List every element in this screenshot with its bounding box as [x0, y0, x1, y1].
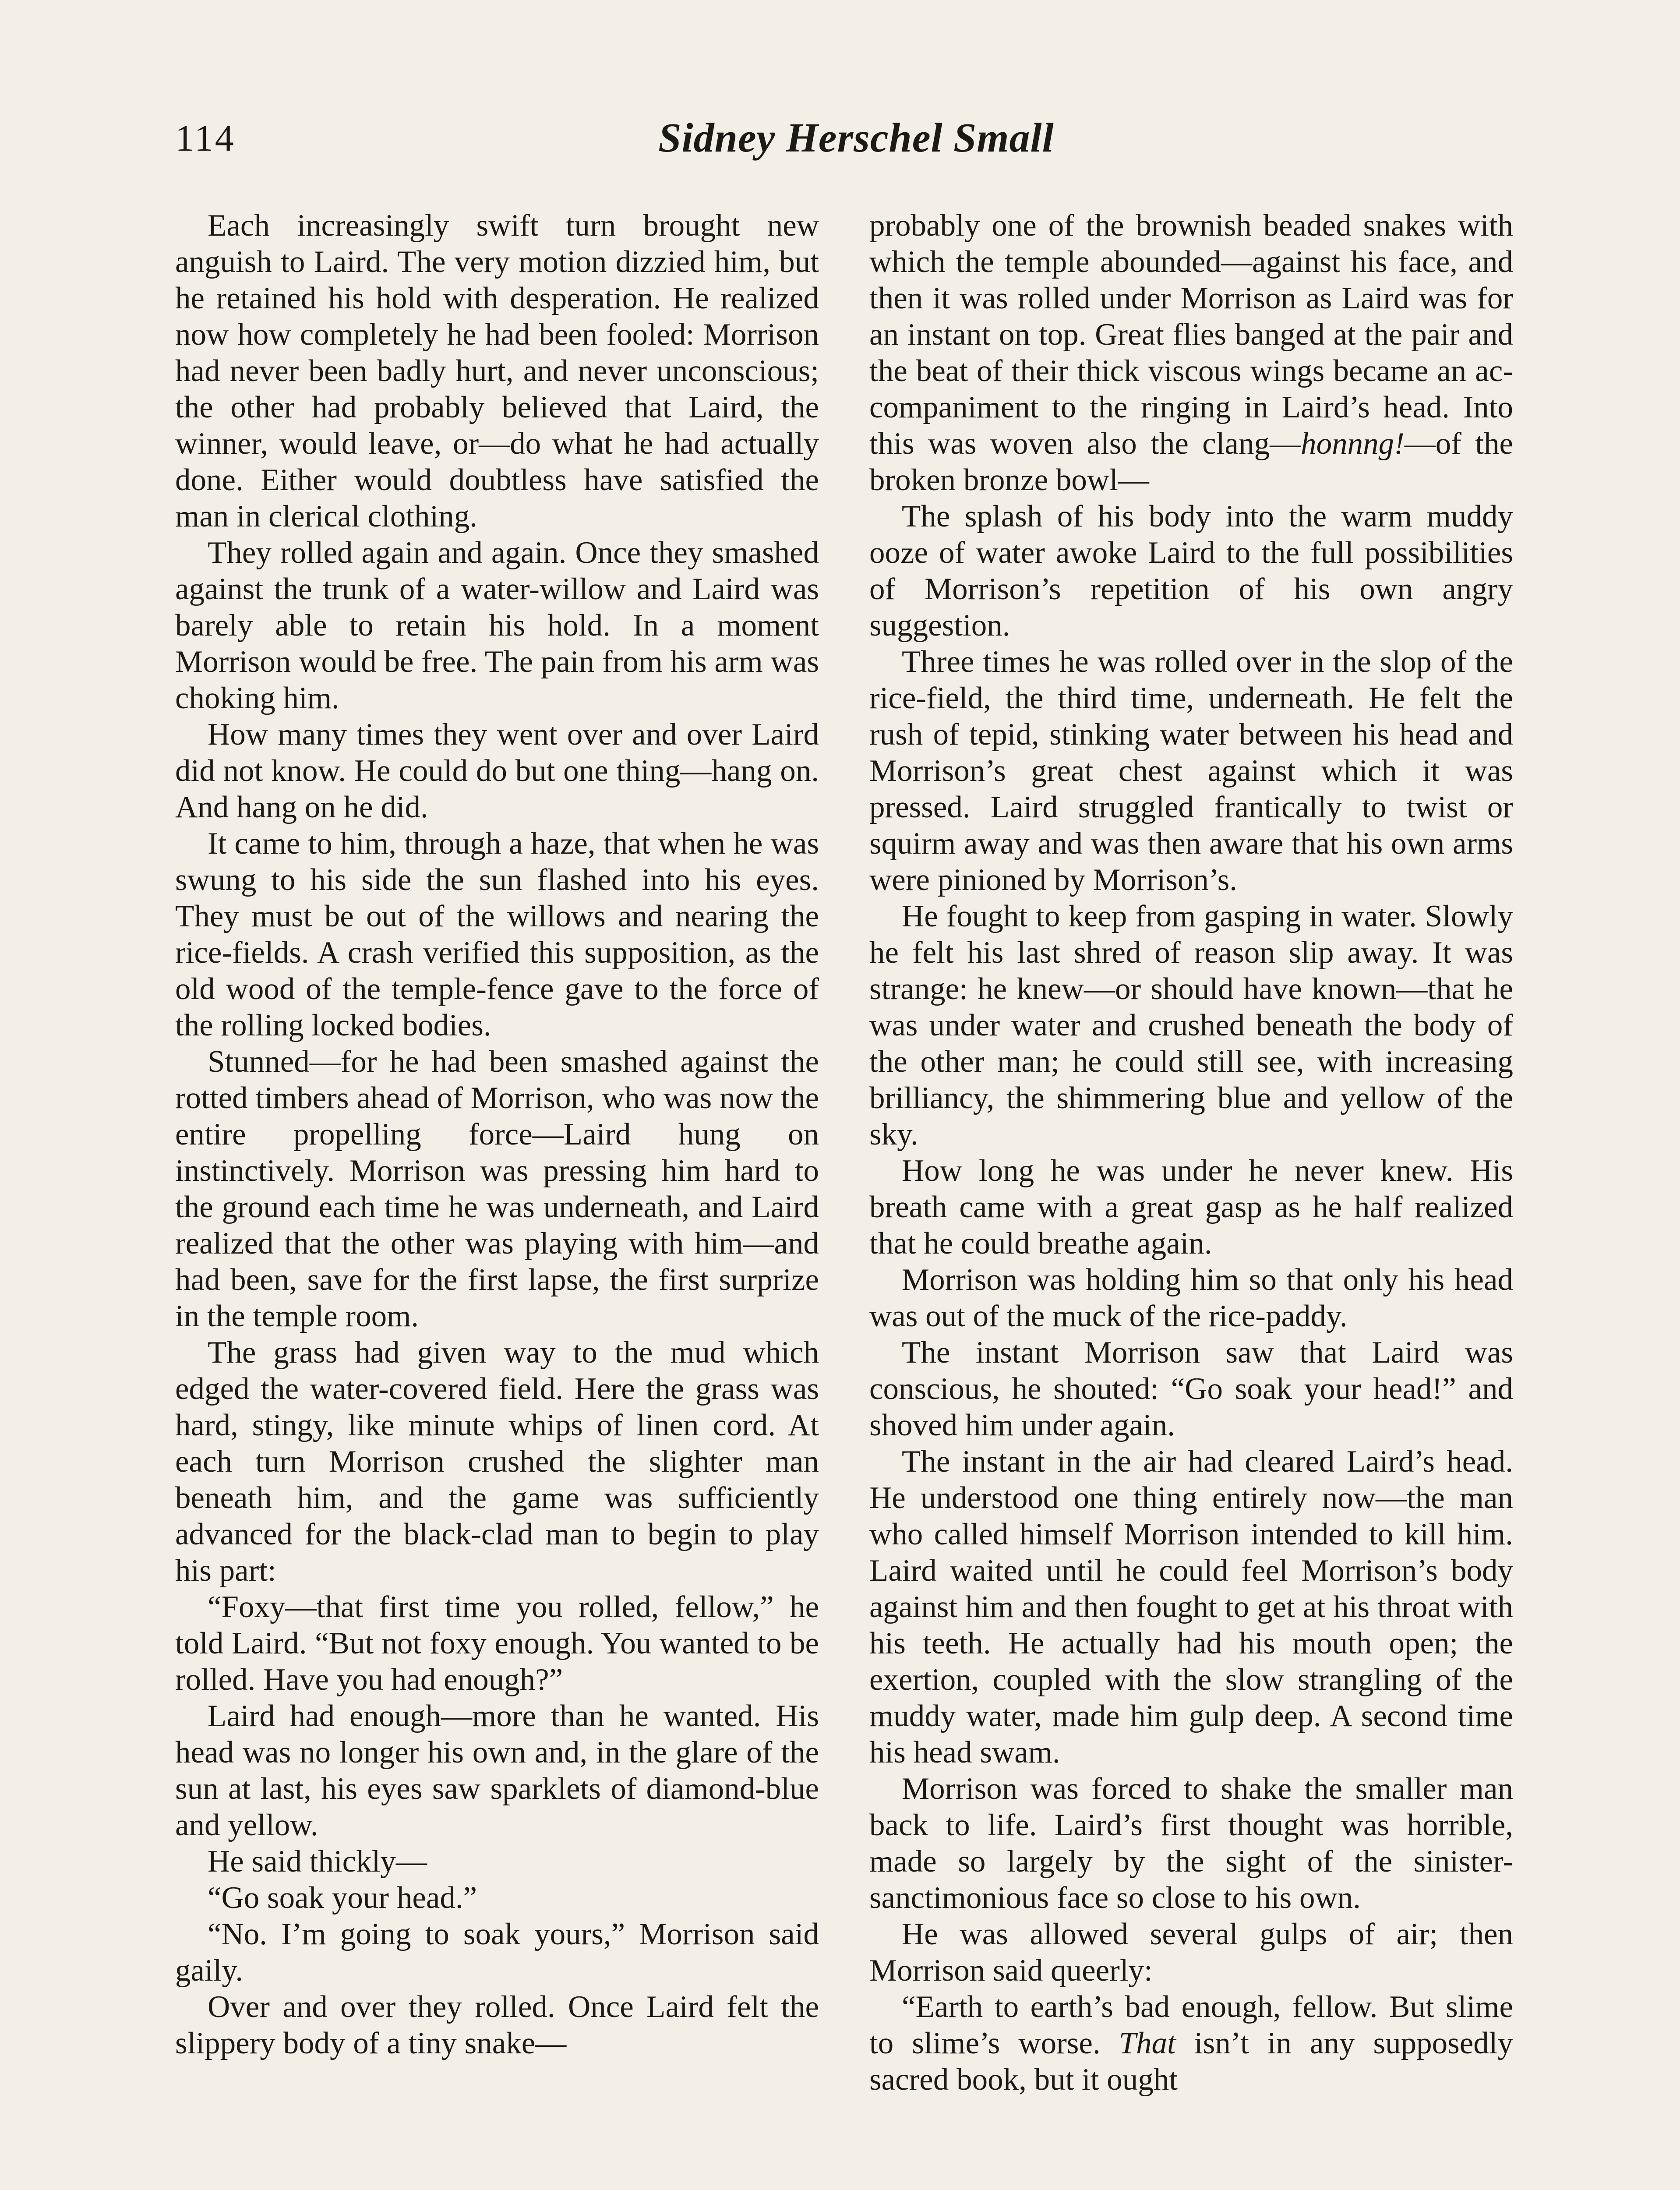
paragraph: He fought to keep from gasping in water. Slowly he felt his last shred of reason slip away. It was strange: he knew—or should have known—that he was under water and crushed beneath the body of the other man; he could still see, with increasing brilliancy, the shimmering blue and yellow of the sky. [869, 899, 1513, 1152]
paragraph: It came to him, through a haze, that when he was swung to his side the sun flashed into his eyes. They must be out of the willows and nearing the rice-fields. A crash verified this supposition, as the old wood of the temple-fence gave to the force of the rolling locked bodies. [175, 827, 819, 1042]
paragraph: The instant in the air had cleared Laird’s head. He understood one thing entirely now—the man who called himself Morrison intended to kill him. Laird waited until he could feel Morrison’s body against him and then fought to get at his throat with his teeth. He actually had his mouth open; the exertion, coupled with the slow strangling of the muddy water, made him gulp deep. A second time his head swam. [869, 1445, 1513, 1770]
paragraph-text: probably one of the brownish beaded snakes with which the temple abounded—against his face, and then it was rolled under Morrison as Laird was for an instant on top. Great flies banged at the pair and the beat of their thick viscous wings became an accompaniment to the ringing in Laird’s head. Into this was woven also the clang— [869, 208, 1513, 461]
page-number: 114 [175, 117, 236, 159]
paragraph: Laird had enough—more than he wanted. His head was no longer his own and, in the glare of the sun at last, his eyes saw sparklets of diamond-blue and yellow. [175, 1699, 819, 1842]
paragraph: Three times he was rolled over in the slop of the rice-field, the third time, underneath. He felt the rush of tepid, stinking water between his head and Morrison’s great chest against which it was pressed. Laird struggled frantically to twist or squirm away and was then aware that his own arms were pinioned by Morrison’s. [869, 645, 1513, 897]
paragraph: “No. I’m going to soak yours,” Morrison said gaily. [175, 1917, 819, 1988]
page-header [175, 110, 1537, 166]
paragraph: The grass had given way to the mud which edged the water-covered field. Here the grass was hard, stingy, like minute whips of linen cord. At each turn Morrison crushed the slighter man beneath him, and the game was sufficiently advanced for the black-clad man to begin to play his part: [175, 1335, 819, 1588]
paragraph: He was allowed several gulps of air; then Morrison said queerly: [869, 1917, 1513, 1988]
paragraph: “Foxy—that first time you rolled, fellow,” he told Laird. “But not foxy enough. You wanted to be rolled. Have you had enough?” [175, 1590, 819, 1697]
paragraph: The instant Morrison saw that Laird was conscious, he shouted: “Go soak your head!” and shoved him under again. [869, 1335, 1513, 1442]
paragraph: The splash of his body into the warm muddy ooze of water awoke Laird to the full possibilities of Morrison’s repetition of his own angry suggestion. [869, 499, 1513, 643]
italic-onomatopoeia: honnng! [1301, 427, 1405, 461]
paragraph: Morrison was forced to shake the smaller man back to life. Laird’s first thought was horrible, made so largely by the sight of the sinister-sanctimonious face so close to his own. [869, 1772, 1513, 1915]
paragraph-text: “Earth to earth’s bad enough, fellow. But slime to slime’s worse. [869, 1990, 1513, 2060]
paragraph-text: isn’t in any supposedly sacred book, but it ought [869, 2026, 1514, 2097]
paragraph: They rolled again and again. Once they smashed against the trunk of a water-willow and Laird was barely able to retain his hold. In a moment Morrison would be free. The pain from his arm was choking him. [175, 536, 819, 715]
paragraph: “Go soak your head.” [208, 1881, 477, 1915]
paragraph: Over and over they rolled. Once Laird felt the slippery body of a tiny snake— [175, 1990, 819, 2060]
italic-emphasis: That [1119, 2026, 1176, 2060]
left-column [175, 208, 819, 2062]
paragraph: Morrison was holding him so that only his head was out of the muck of the rice-paddy. [869, 1263, 1513, 1333]
paragraph: He said thickly— [208, 1844, 427, 1879]
paragraph: How many times they went over and over Laird did not know. He could do but one thing—hang on. And hang on he did. [175, 717, 819, 824]
running-head: Sidney Herschel Small [658, 115, 1054, 161]
paragraph: How long he was under he never knew. His breath came with a great gasp as he half realized that he could breathe again. [869, 1154, 1513, 1261]
right-column [869, 208, 1513, 2098]
continued-paragraph [869, 208, 1513, 498]
paragraph: Stunned—for he had been smashed against the rotted timbers ahead of Morrison, who was now the entire propelling force—Laird hung on instinctively. Morrison was pressing him hard to the ground each time he was underneath, and Laird realized that the other was playing with him—and had been, save for the first lapse, the first surprize in the temple room. [175, 1045, 819, 1333]
final-paragraph [869, 1989, 1513, 2098]
paragraph-text: —of the broken bronze bowl— [869, 427, 1513, 497]
paragraph: Each increasingly swift turn brought new anguish to Laird. The very motion dizzied him, but he retained his hold with desperation. He realized now how completely he had been fooled: Morrison had never been badly hurt, and never unconscious; the other had probably believed that Laird, the winner, would leave, or—do what he had actually done. Either would doubtless have satisfied the man in clerical clothing. [175, 208, 819, 533]
